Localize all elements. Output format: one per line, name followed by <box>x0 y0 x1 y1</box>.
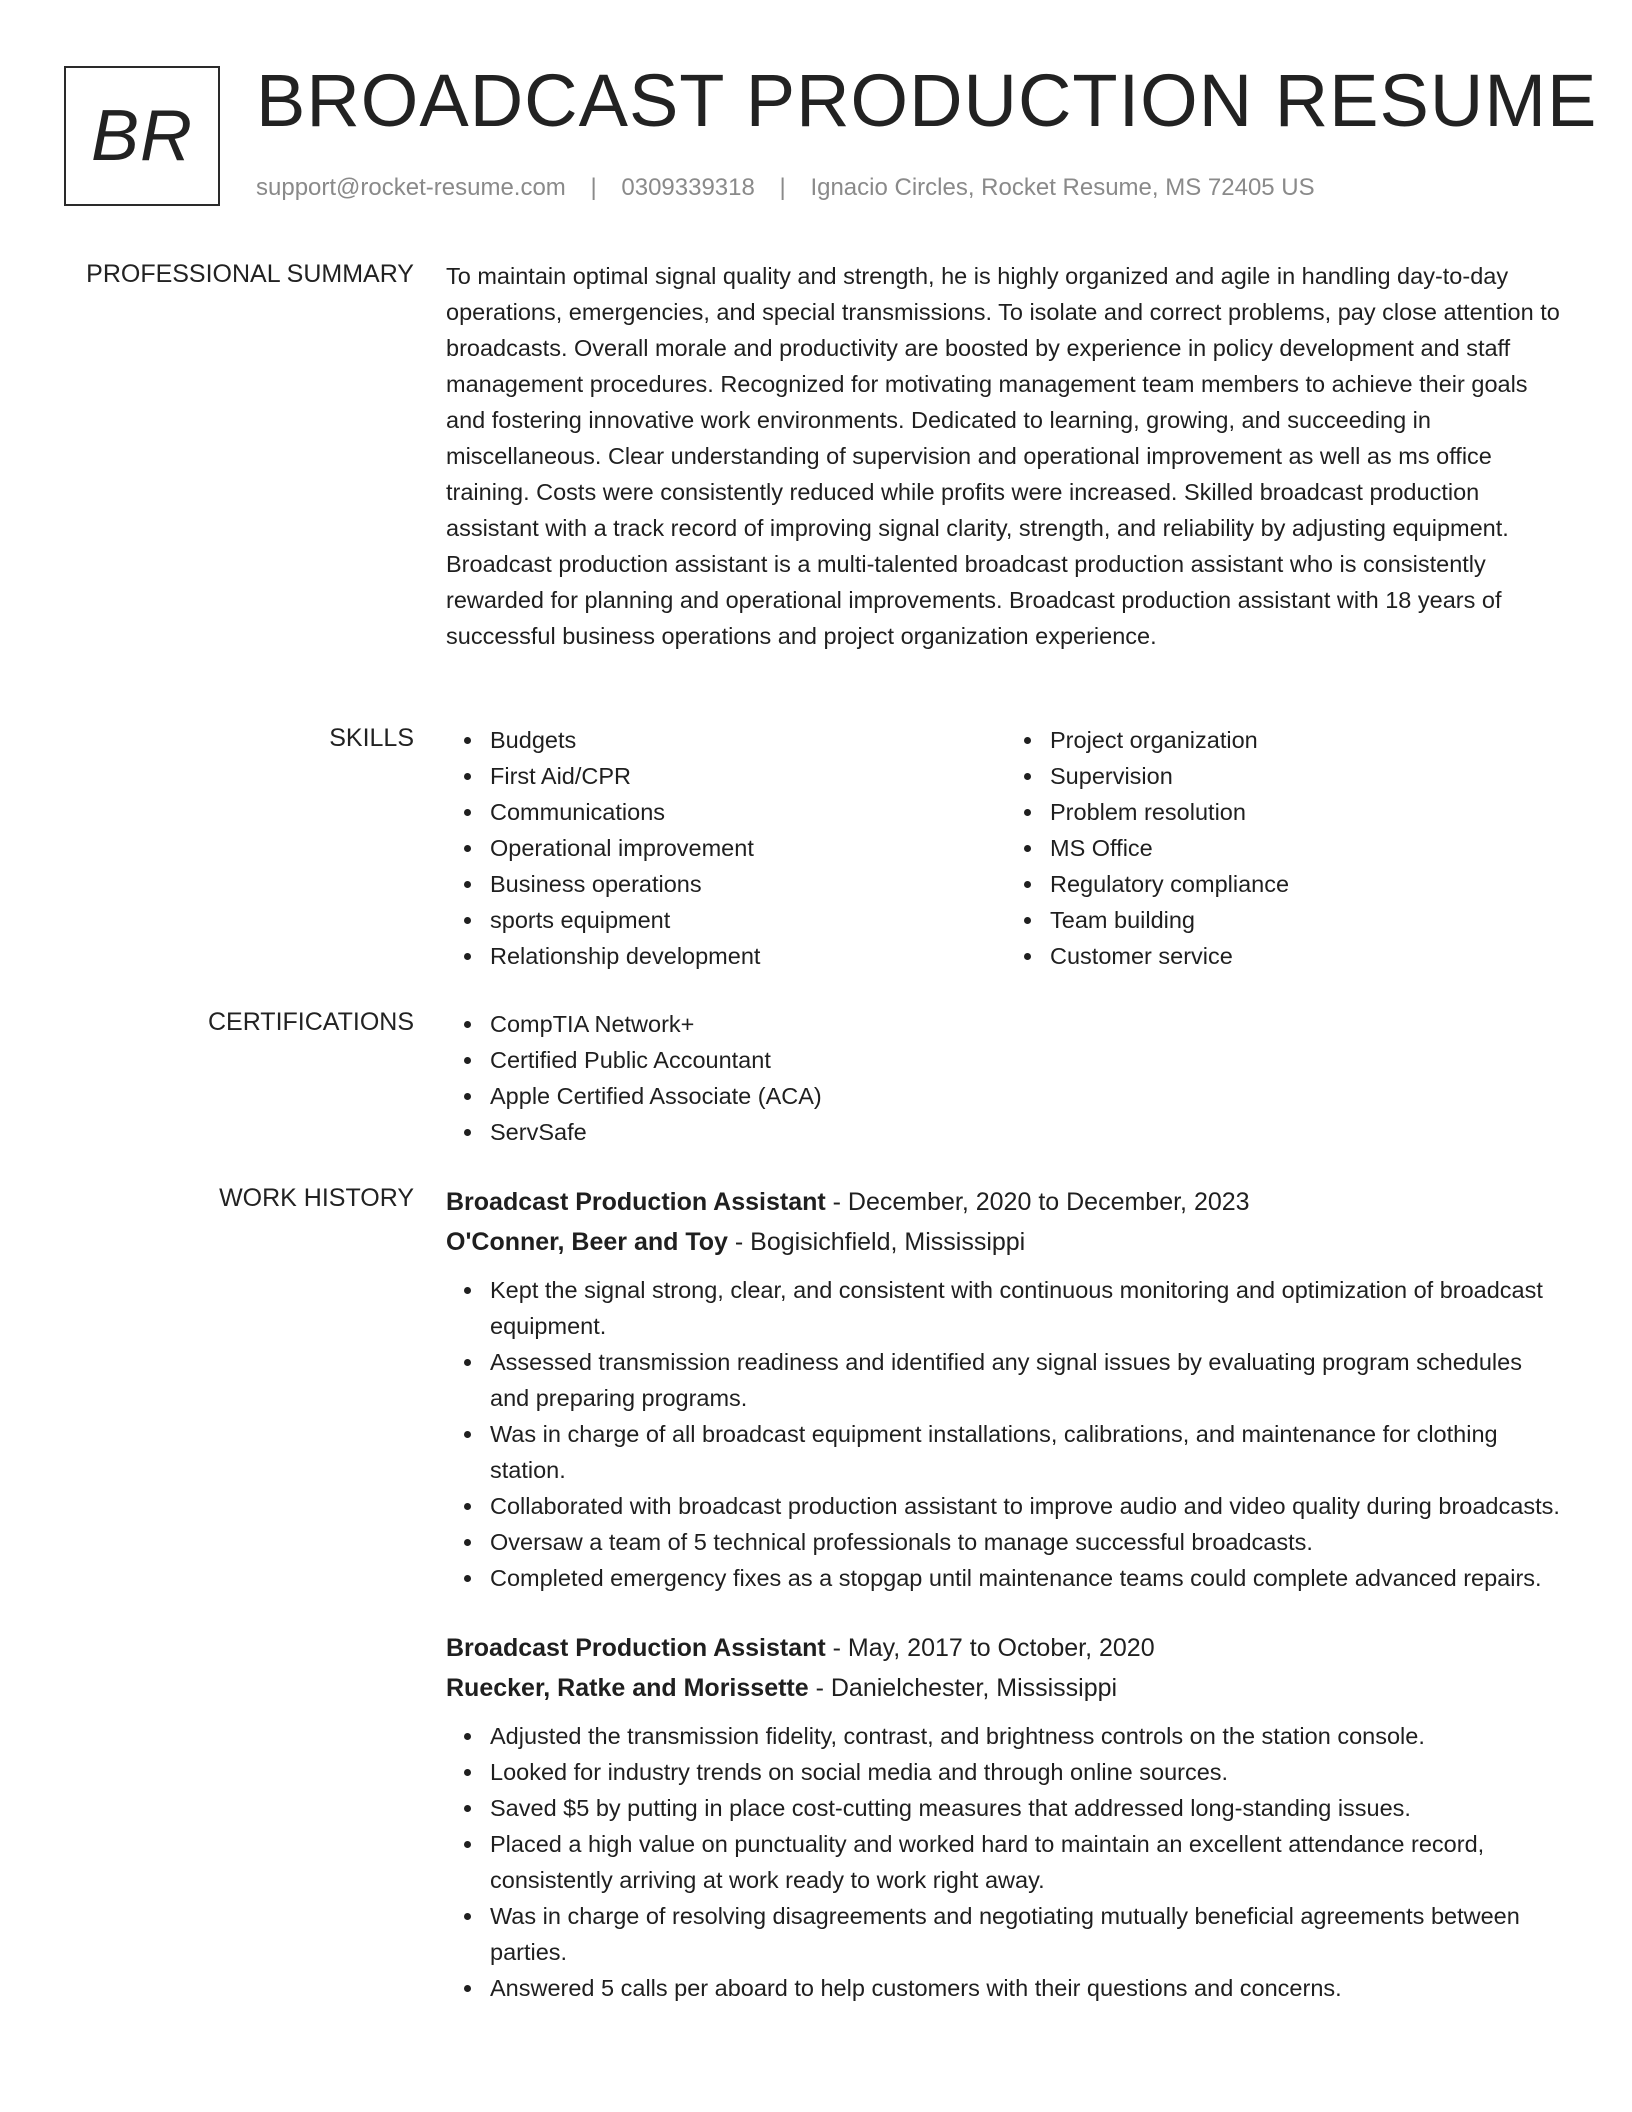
job-company: O'Conner, Beer and Toy <box>446 1228 728 1256</box>
contact-separator: | <box>590 174 597 201</box>
work-history-heading: WORK HISTORY <box>219 1184 414 1212</box>
skill-item: First Aid/CPR <box>490 758 1006 794</box>
skill-item: MS Office <box>1050 830 1566 866</box>
job-location: - Danielchester, Mississippi <box>808 1674 1118 1702</box>
job-title: Broadcast Production Assistant <box>446 1188 826 1216</box>
job-bullet: Collaborated with broadcast production assistant to improve audio and video quality during broadcasts. <box>490 1488 1566 1524</box>
job-title: Broadcast Production Assistant <box>446 1634 826 1662</box>
job-bullet: Looked for industry trends on social media and through online sources. <box>490 1754 1566 1790</box>
skill-item: Relationship development <box>490 938 1006 974</box>
job-company-line <box>446 1668 1566 1708</box>
job-bullet: Assessed transmission readiness and identified any signal issues by evaluating program schedules and preparing programs. <box>490 1344 1566 1416</box>
job-bullet: Answered 5 calls per aboard to help customers with their questions and concerns. <box>490 1970 1566 2006</box>
job-bullet: Oversaw a team of 5 technical professionals to manage successful broadcasts. <box>490 1524 1566 1560</box>
skills-heading: SKILLS <box>329 724 414 752</box>
summary-heading: PROFESSIONAL SUMMARY <box>86 260 414 288</box>
certification-item: ServSafe <box>490 1114 1566 1150</box>
skills-body <box>446 722 1566 974</box>
skill-item: sports equipment <box>490 902 1006 938</box>
job-bullet: Was in charge of resolving disagreements and negotiating mutually beneficial agreements between parties. <box>490 1898 1566 1970</box>
job-bullet: Completed emergency fixes as a stopgap until maintenance teams could complete advanced repairs. <box>490 1560 1566 1596</box>
skills-list-left <box>446 722 1006 974</box>
certifications-heading: CERTIFICATIONS <box>207 1008 414 1036</box>
monogram-box <box>64 66 220 206</box>
contact-phone: 0309339318 <box>621 174 755 201</box>
certification-item: Certified Public Accountant <box>490 1042 1566 1078</box>
job-dates: - December, 2020 to December, 2023 <box>825 1188 1250 1216</box>
job-bullet: Was in charge of all broadcast equipment installations, calibrations, and maintenance for clothing station. <box>490 1416 1566 1488</box>
job-entry <box>446 1182 1566 1596</box>
skill-item: Communications <box>490 794 1006 830</box>
job-title-line <box>446 1182 1566 1222</box>
resume-title: BROADCAST PRODUCTION RESUME <box>256 59 1598 142</box>
job-entry <box>446 1628 1566 2006</box>
skills-list-right <box>1006 722 1566 974</box>
skill-item: Operational improvement <box>490 830 1006 866</box>
certifications-body <box>446 1006 1566 1150</box>
contact-address: Ignacio Circles, Rocket Resume, MS 72405 US <box>810 174 1315 201</box>
skill-item: Budgets <box>490 722 1006 758</box>
job-location: - Bogisichfield, Mississippi <box>727 1228 1026 1256</box>
certification-item: CompTIA Network+ <box>490 1006 1566 1042</box>
contact-email: support@rocket-resume.com <box>256 174 566 201</box>
skill-item: Problem resolution <box>1050 794 1566 830</box>
job-company: Ruecker, Ratke and Morissette <box>446 1674 809 1702</box>
skill-item: Project organization <box>1050 722 1566 758</box>
certifications-list <box>446 1006 1566 1150</box>
skill-item: Regulatory compliance <box>1050 866 1566 902</box>
contact-line <box>256 174 1315 202</box>
summary-text: To maintain optimal signal quality and strength, he is highly organized and agile in handling day-to-day operations, emergencies, and special transmissions. To isolate and correct problems, pay close attention to broadcasts. Overall morale and productivity are boosted by experience in policy development and staff management procedures. Recognized for motivating management team members to achieve their goals and fostering innovative work environments. Dedicated to learning, growing, and succeeding in miscellaneous. Clear understanding of supervision and operational improvement as well as ms office training. Costs were consistently reduced while profits were increased. Skilled broadcast production assistant with a track record of improving signal clarity, strength, and reliability by adjusting equipment. Broadcast production assistant is a multi-talented broadcast production assistant who is consistently rewarded for planning and operational improvements. Broadcast production assistant with 18 years of successful business operations and project organization experience. <box>446 263 1560 649</box>
job-bullet: Kept the signal strong, clear, and consistent with continuous monitoring and optimization of broadcast equipment. <box>490 1272 1566 1344</box>
job-title-line <box>446 1628 1566 1668</box>
job-bullets <box>446 1718 1566 2006</box>
skill-item: Business operations <box>490 866 1006 902</box>
skill-item: Team building <box>1050 902 1566 938</box>
monogram-initials: BR <box>90 96 194 176</box>
job-bullet: Placed a high value on punctuality and worked hard to maintain an excellent attendance record, consistently arriving at work ready to work right away. <box>490 1826 1566 1898</box>
skill-item: Customer service <box>1050 938 1566 974</box>
job-bullet: Adjusted the transmission fidelity, contrast, and brightness controls on the station console. <box>490 1718 1566 1754</box>
contact-separator: | <box>779 174 786 201</box>
summary-body <box>446 258 1566 654</box>
job-company-line <box>446 1222 1566 1262</box>
job-dates: - May, 2017 to October, 2020 <box>825 1634 1155 1662</box>
skill-item: Supervision <box>1050 758 1566 794</box>
job-bullets <box>446 1272 1566 1596</box>
work-history-body <box>446 1182 1566 2006</box>
job-bullet: Saved $5 by putting in place cost-cutting measures that addressed long-standing issues. <box>490 1790 1566 1826</box>
certification-item: Apple Certified Associate (ACA) <box>490 1078 1566 1114</box>
